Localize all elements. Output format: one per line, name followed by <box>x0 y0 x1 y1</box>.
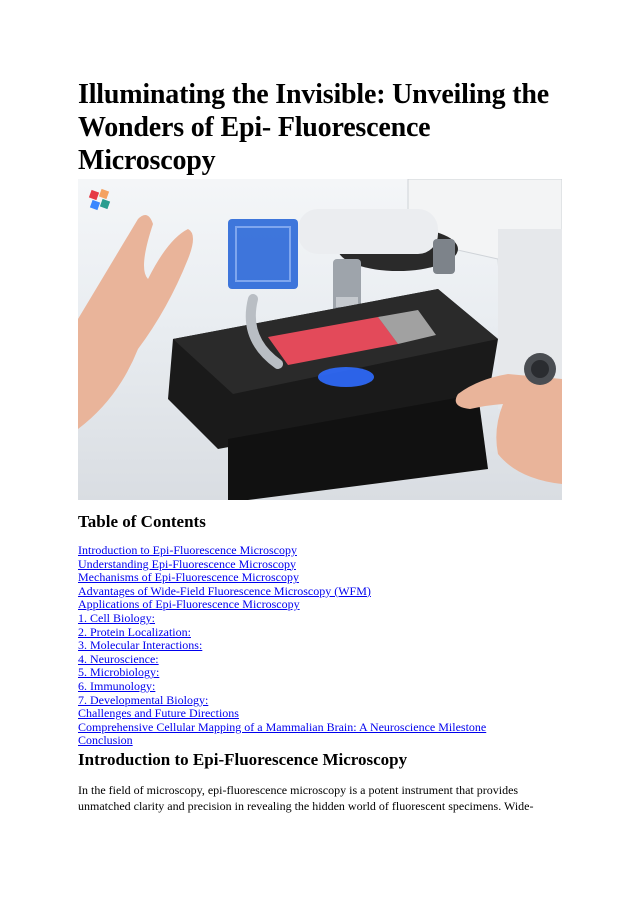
toc-item <box>78 571 562 585</box>
toc-link-cell-biology[interactable]: 1. Cell Biology: <box>78 610 156 625</box>
toc-link-developmental-biology[interactable]: 7. Developmental Biology: <box>78 692 209 707</box>
colorful-pinwheel-logo-icon <box>89 189 110 210</box>
intro-heading: Introduction to Epi-Fluorescence Microscopy <box>78 749 408 769</box>
toc-link-intro[interactable]: Introduction to Epi-Fluorescence Microscopy <box>78 543 297 557</box>
toc-heading: Table of Contents <box>78 512 206 531</box>
toc-link-mechanisms[interactable]: Mechanisms of Epi-Fluorescence Microscopy <box>78 570 299 585</box>
toc-item <box>78 626 562 640</box>
table-of-contents <box>78 544 562 748</box>
toc-item <box>78 680 562 694</box>
toc-link-microbiology[interactable]: 5. Microbiology: <box>78 665 160 680</box>
toc-item <box>78 639 562 653</box>
blue-light-glow <box>318 367 374 387</box>
microscope-illustration <box>78 179 562 500</box>
toc-item <box>78 585 562 599</box>
toc-item <box>78 598 562 612</box>
toc-link-conclusion[interactable]: Conclusion <box>78 733 133 748</box>
blue-tray <box>228 219 298 289</box>
toc-item <box>78 707 562 721</box>
toc-link-applications[interactable]: Applications of Epi-Fluorescence Microscopy <box>78 597 300 612</box>
hero-image <box>78 179 562 500</box>
toc-item <box>78 558 562 572</box>
toc-item <box>78 721 562 735</box>
intro-paragraph: In the field of microscopy, epi-fluorescence microscopy is a potent instrument that provides unmatched clarity and precision in revealing the hidden world of fluorescent specimens. Wide- <box>78 782 534 813</box>
toc-link-neuroscience[interactable]: 4. Neuroscience: <box>78 651 159 666</box>
article-title: Illuminating the Invisible: Unveiling the Wonders of Epi- Fluorescence Microscopy <box>78 79 549 176</box>
document-page <box>78 78 562 814</box>
toc-item <box>78 666 562 680</box>
toc-link-protein-localization[interactable]: 2. Protein Localization: <box>78 624 191 639</box>
toc-link-molecular-interactions[interactable]: 3. Molecular Interactions: <box>78 638 203 653</box>
toc-item <box>78 544 562 558</box>
toc-link-immunology[interactable]: 6. Immunology: <box>78 678 156 693</box>
toc-link-understanding[interactable]: Understanding Epi-Fluorescence Microscopy <box>78 556 296 571</box>
toc-link-challenges[interactable]: Challenges and Future Directions <box>78 706 239 721</box>
toc-item <box>78 612 562 626</box>
toc-link-advantages[interactable]: Advantages of Wide-Field Fluorescence Microscopy (WFM) <box>78 583 371 598</box>
toc-item <box>78 653 562 667</box>
toc-item <box>78 734 562 748</box>
toc-link-brain-mapping[interactable]: Comprehensive Cellular Mapping of a Mammalian Brain: A Neuroscience Milestone <box>78 719 487 734</box>
toc-item <box>78 694 562 708</box>
